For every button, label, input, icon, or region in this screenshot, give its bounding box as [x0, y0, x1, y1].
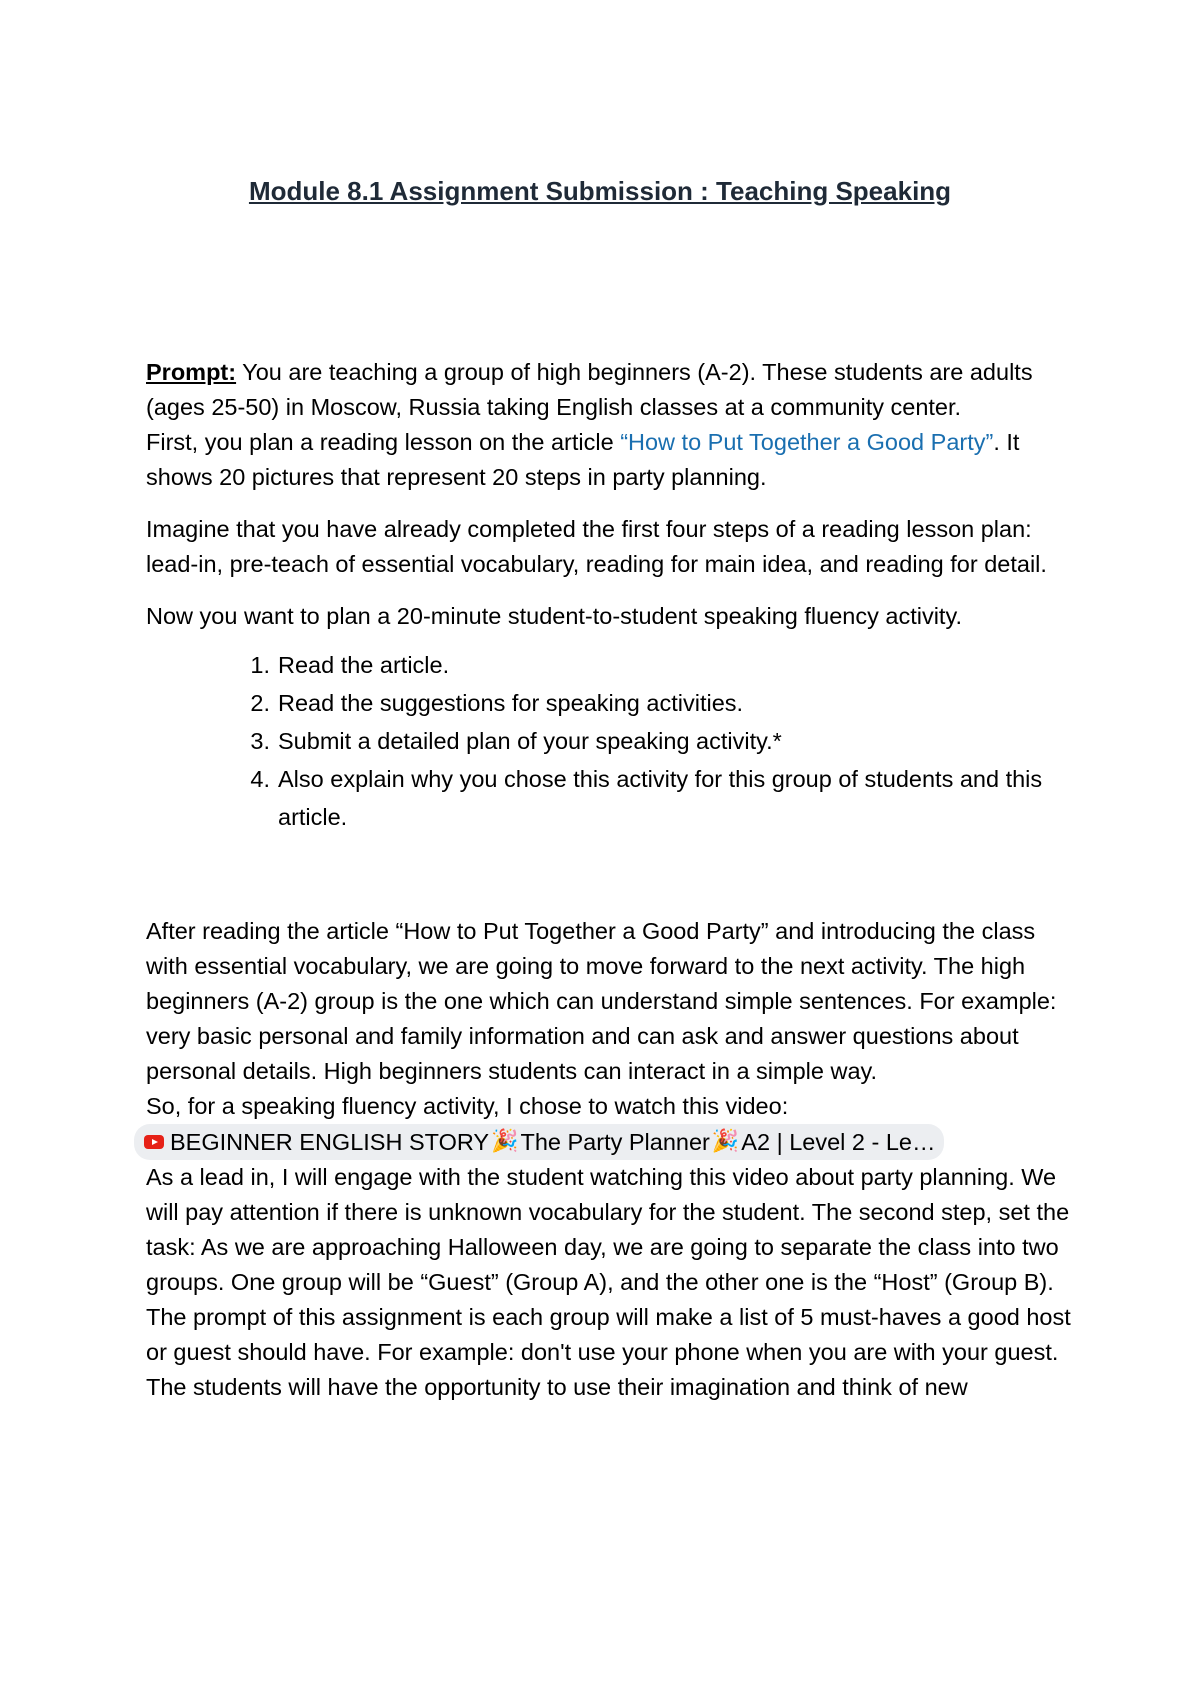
- list-number: 1.: [250, 652, 270, 678]
- video-title-part1: BEGINNER ENGLISH STORY: [170, 1129, 490, 1155]
- video-chip[interactable]: [134, 1124, 944, 1160]
- video-title-part3: A2 | Level 2 - Le…: [741, 1129, 936, 1155]
- list-item-text: Read the article.: [278, 652, 450, 678]
- list-number: 4.: [250, 766, 270, 792]
- imagine-paragraph: Imagine that you have already completed the first four steps of a reading lesson plan: lead-in, pre-teach of essential vocabulary, reading for main idea, and reading for detail.: [146, 516, 1047, 577]
- list-number: 3.: [250, 728, 270, 754]
- first-paragraph-text: First, you plan a reading lesson on the article: [146, 429, 621, 455]
- list-item: [250, 646, 1076, 684]
- list-item-text: Read the suggestions for speaking activities.: [278, 690, 744, 716]
- video-chip-line: [146, 1124, 1076, 1160]
- list-item: [250, 722, 1076, 760]
- steps-list: [146, 646, 1076, 836]
- list-item: [250, 760, 1076, 836]
- list-item-text: Also explain why you chose this activity for this group of students and this article.: [278, 766, 1043, 830]
- prompt-paragraph: [146, 355, 1076, 425]
- party-popper-icon: 🎉: [491, 1129, 519, 1154]
- document-body: [146, 355, 1076, 1405]
- first-paragraph: [146, 425, 1076, 495]
- list-item: [250, 684, 1076, 722]
- list-item-text: Submit a detailed plan of your speaking activity.*: [278, 728, 782, 754]
- youtube-icon: [144, 1135, 164, 1149]
- answer-paragraph: After reading the article “How to Put Together a Good Party” and introducing the class with essential vocabulary, we are going to move forward to the next activity. The high beginners (A-2) group is the one which can understand simple sentences. For example: very basic personal and family information and can ask and answer questions about personal details. High beginners students can interact in a simple way.: [146, 918, 1057, 1084]
- article-link[interactable]: “How to Put Together a Good Party”: [620, 429, 994, 455]
- lead-in-paragraph: As a lead in, I will engage with the student watching this video about party planning. We will pay attention if there is unknown vocabulary for the student. The second step, set the task: As we are approaching Halloween day, we are going to separate the class into two groups. One group will be “Guest” (Group A), and the other one is the “Host” (Group B). The prompt of this assignment is each group will make a list of 5 must-haves a good host or guest should have. For example: don't use your phone when you are with your guest. The students will have the opportunity to use their imagination and think of new: [146, 1164, 1071, 1400]
- first-paragraph-tail: . It shows 20 pictures that represent 20 steps in party planning.: [146, 429, 1020, 490]
- prompt-text: You are teaching a group of high beginners (A-2). These students are adults (ages 25-50) in Moscow, Russia taking English classes at a community center.: [146, 359, 1033, 420]
- video-intro: So, for a speaking fluency activity, I chose to watch this video:: [146, 1093, 789, 1119]
- party-popper-icon: 🎉: [711, 1129, 740, 1154]
- list-number: 2.: [250, 690, 270, 716]
- prompt-label: Prompt:: [146, 359, 237, 385]
- document-title: Module 8.1 Assignment Submission : Teaching Speaking: [248, 176, 952, 206]
- video-title-part2: The Party Planner: [520, 1129, 710, 1155]
- now-paragraph: Now you want to plan a 20-minute student-to-student speaking fluency activity.: [146, 603, 962, 629]
